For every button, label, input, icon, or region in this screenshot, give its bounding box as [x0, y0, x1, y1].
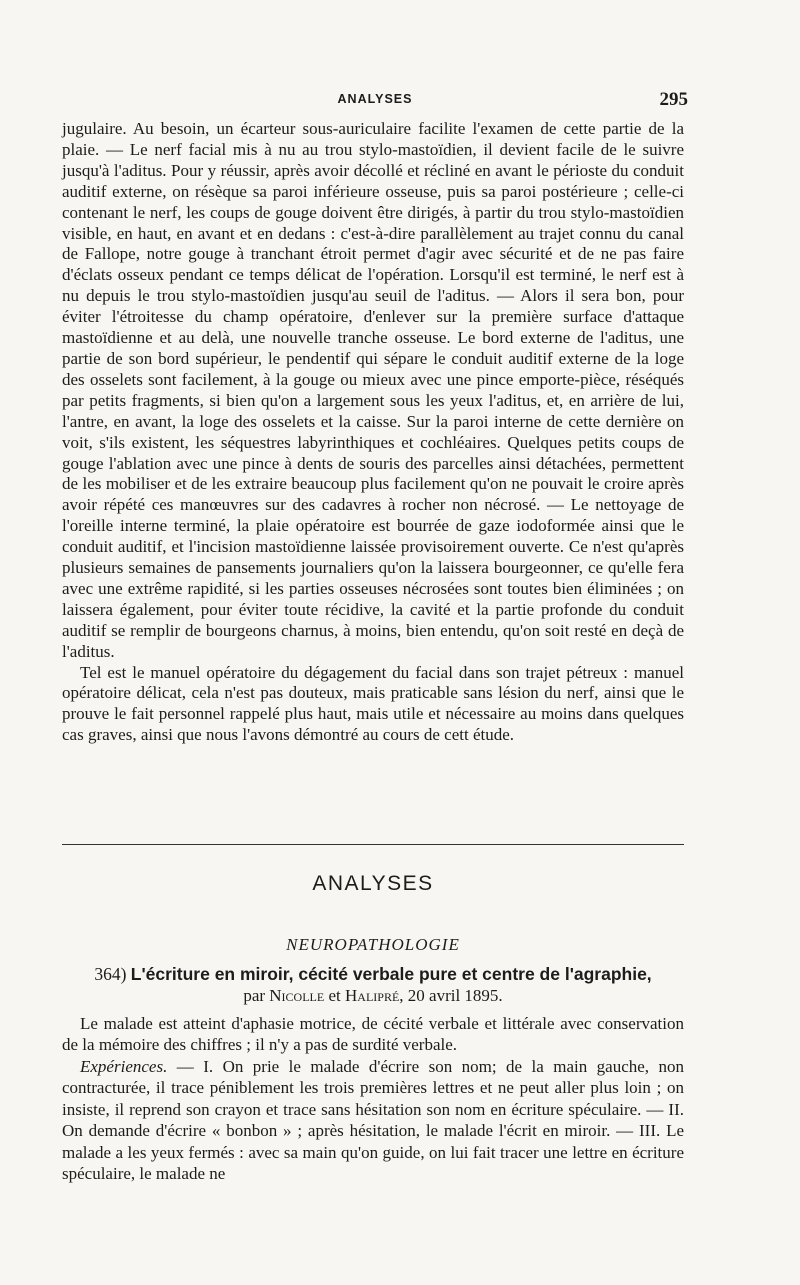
running-title: ANALYSES	[337, 92, 413, 106]
article-title-text: L'écriture en miroir, cécité verbale pure et centre de l'agraphie,	[130, 964, 652, 984]
article-date: , 20 avril 1895.	[399, 986, 503, 1005]
byline-and: et	[328, 986, 341, 1005]
paragraph-label: Expériences.	[80, 1056, 168, 1076]
byline	[62, 985, 684, 1007]
author: Nicolle	[269, 986, 325, 1005]
paragraph-text: — I. On prie le malade d'écrire son nom; de la main gauche, non contracturée, il trace péniblement les trois premières lettres et ne peut aller plus loin ; on insiste, il reprend son crayon et trace sans hésitation son nom en écriture spéculaire. — II. On demande d'écrire « bonbon » ; après hésitation, le malade l'écrit en miroir. — III. Le malade a les yeux fermés : avec sa main qu'on guide, on lui fait tracer une lettre en écriture spéculaire, le malade ne	[62, 1056, 684, 1183]
author: Halipré	[345, 986, 400, 1005]
section-divider	[62, 844, 684, 845]
article	[62, 963, 684, 1185]
continued-text	[62, 119, 684, 746]
article-number: 364)	[94, 964, 127, 984]
paragraph: jugulaire. Au besoin, un écarteur sous-auriculaire facilite l'examen de cette partie de la plaie. — Le nerf facial mis à nu au trou stylo-mastoïdien, il devient facile de le suivre jusqu'à l'aditus. Pour y réussir, après avoir décollé et récliné en avant le périoste du conduit auditif externe, on résèque sa paroi inférieure osseuse, puis sa paroi postérieure ; celle-ci contenant le nerf, les coups de gouge doivent être dirigés, à partir du trou stylo-mastoïdien visible, en haut, en avant et en dedans : c'est-à-dire parallèlement au trajet connu du canal de Fallope, notre gouge à tranchant étroit permet d'agir avec sécurité et de ne pas faire d'éclats osseux pendant ce temps délicat de l'opération. Lorsqu'il est terminé, le nerf est à nu depuis le trou stylo-mastoïdien jusqu'au seuil de l'aditus. — Alors il sera bon, pour éviter l'étroitesse du champ opératoire, d'enlever sur la première surface d'attaque mastoïdienne et au delà, une nouvelle tranche osseuse. Le bord externe de l'aditus, une partie de son bord supérieur, le pendentif qui sépare le conduit auditif externe de la loge des osselets sont facilement, à la gouge ou mieux avec une pince emporte-pièce, réséqués par petits fragments, si bien qu'on a largement sous les yeux l'aditus, et, en arrière de lui, l'antre, en avant, la loge des osselets et la caisse. Sur la paroi interne de cette dernière on voit, s'ils existent, les séquestres labyrinthiques et cochléaires. Quelques petits coups de gouge l'ablation avec une pince à dents de souris des parcelles ainsi détachées, permettent de les mobiliser et de les extraire beaucoup plus facilement qu'on ne pouvait le croire après avoir répété ces manœuvres sur des cadavres à rocher non nécrosé. — Le nettoyage de l'oreille interne terminé, la plaie opératoire est bourrée de gaze iodoformée ainsi que le conduit auditif, et l'incision mastoïdienne laissée provisoirement ouverte. Ce n'est qu'après plusieurs semaines de pansements journaliers qu'on la laissera bourgeonner, ce qu'elle fera avec une extrême rapidité, si les parties osseuses nécrosées sont toutes bien éliminées ; on laissera également, pour éviter toute récidive, la cavité et la partie profonde du conduit auditif se remplir de bourgeons charnus, à moins, bien entendu, qu'on soit resté en deçà de l'aditus.	[62, 119, 684, 661]
section-heading: ANALYSES	[312, 872, 434, 895]
page-number: 295	[659, 89, 688, 110]
subsection-heading: NEUROPATHOLOGIE	[286, 935, 460, 954]
paragraph: Tel est le manuel opératoire du dégagement du facial dans son trajet pétreux : manuel opératoire délicat, cela n'est pas douteux, mais praticable sans lésion du nerf, ainsi que le prouve le fait personnel rappelé plus haut, mais utile et nécessaire au moins dans quelques cas graves, ainsi que nous l'avons démontré au cours de cett étude.	[62, 662, 684, 745]
running-header	[62, 89, 688, 112]
paragraph: Le malade est atteint d'aphasie motrice, de cécité verbale et littérale avec conservation de la mémoire des chiffres ; il n'y a pas de surdité verbale.	[62, 1013, 684, 1054]
paragraph	[62, 1056, 684, 1185]
article-title	[62, 963, 684, 985]
byline-prefix: par	[243, 986, 266, 1005]
